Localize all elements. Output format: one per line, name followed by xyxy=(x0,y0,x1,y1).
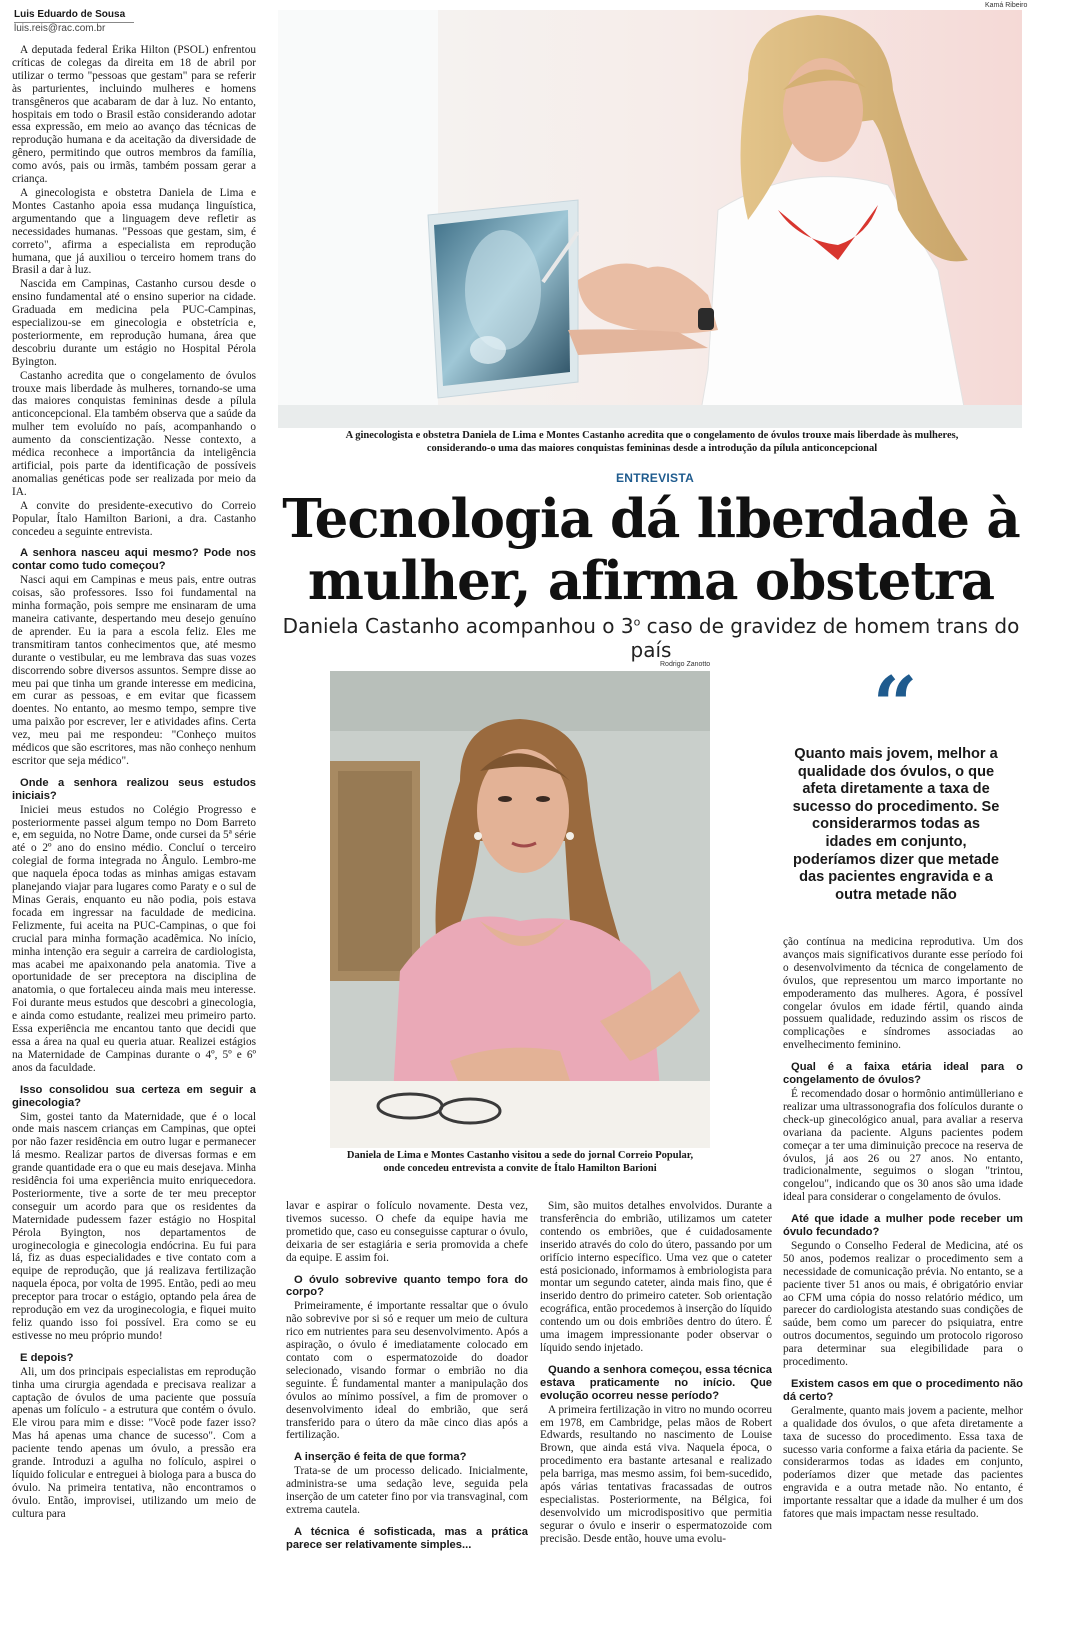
byline xyxy=(14,9,134,35)
interview-question: Quando a senhora começou, essa técnica estava praticamente no início. Que evolução ocorreu nesse período? xyxy=(540,1363,772,1402)
interview-question: Qual é a faixa etária ideal para o congelamento de óvulos? xyxy=(783,1061,1023,1087)
interview-question: E depois? xyxy=(20,1351,74,1364)
photo-doctor-xray-image xyxy=(278,10,1022,428)
article-column-1 xyxy=(12,44,256,1636)
article-column-4 xyxy=(783,936,1023,1636)
photo-credit-top: Kamá Ribeiro xyxy=(985,2,1028,9)
interview-question: A inserção é feita de que forma? xyxy=(294,1451,467,1464)
headline xyxy=(276,488,1026,612)
article-paragraph: Trata-se de um processo delicado. Inicialmente, administra-se uma sedação leve, seguida pela inserção de um cateter fino por via transvaginal, com extrema cautela. xyxy=(286,1465,528,1516)
article-paragraph: Nasci aqui em Campinas e meus pais, entre outras coisas, são professores. Isso foi fundamental na minha formação, pois sempre me ensinaram de uma maneira cativante, despertando meu desejo genuíno de aprender. Eu ia para a escola feliz. Eles me transmitiram tantos conhecimentos que, até mesmo durante o vestibular, eu me lembrava das suas vozes discorrendo sobre diversos assuntos. Sempre disse ao meu pai que tinha um grande interesse em medicina, em curar as pessoas, e em evitar que ficassem doentes. No entanto, ao mesmo tempo, sempre tive uma paixão por escrever, ler e atividades afins. Certa vez, meu pai me respondeu: "Conheço muitos médicos que são escritores, mas não conheço nenhum escritor que seja médico". xyxy=(12,574,256,767)
article-paragraph: Segundo o Conselho Federal de Medicina, até os 50 anos, podemos realizar o procedimento sem a necessidade de comunicação prévia. No entanto, se a paciente tiver 51 anos ou mais, é obrigatório enviar ao CFM uma cópia do nosso relatório médico, um parecer do cardiologista atestando suas condições de saúde, bem como um parecer do psiquiatra, entre outros documentos, seguindo um protocolo rigoroso para determinar sua elegibilidade para o procedimento. xyxy=(783,1239,1023,1369)
article-paragraph: É recomendado dosar o hormônio antimülleriano e realizar uma ultrassonografia dos folículos durante o check-up ginecológico anual, para avaliar a reserva ovariana da paciente. Alguns pacientes podem começar a ter uma diminuição precoce na reserva de óvulos, já aos 26 ou 27 anos. No entanto, tradicionalmente, seguimos o slogan "trintou, congelou", indicando que os 30 anos são uma idade ideal para considerar o congelamento de óvulos. xyxy=(783,1087,1023,1204)
photo-doctor-xray xyxy=(278,10,1022,428)
article-column-3 xyxy=(540,1200,772,1636)
article-paragraph: A deputada federal Érika Hilton (PSOL) enfrentou críticas de colegas da direita em 18 de abril por utilizar o termo "pessoas que gestam" para se referir às parturientes, incluindo mulheres e homens transgêneros que acabaram de dar à luz. No entanto, hospitais em todo o Brasil estão considerando adotar essa expressão, em meio ao avanço das técnicas de reprodução humana e da aceitação da diversidade de gênero, permitindo que outros membros da família, como avós, pais ou irmãs, também possam gerar a criança. xyxy=(12,44,256,186)
interview-question: O óvulo sobrevive quanto tempo fora do corpo? xyxy=(286,1273,528,1299)
article-paragraph: Sim, gostei tanto da Maternidade, que é o local onde mais nascem crianças em Campinas, que optei por não fazer residência em outro lugar e permanecer lá mesmo. Realizar partos de diversas formas e em grande quantidade era o que eu mais desejava. Minha residência foi uma experiência muito enriquecedora. Posteriormente, tive a sorte de ter meu preceptor conseguir um acordo para que os residentes da Maternidade pudessem fazer estágio no Hospital Pérola Byington, nos departamentos de uroginecologia e ginecologia endócrina. Eu fui para lá, fiz as duas especialidades e tive contato com a equipe de reprodução, que já realizava fertilização naquela época, por volta de 1995. Então, pedi ao meu preceptor para trocar o estágio, optando pela área de reprodução em vez da uroginecologia, e fiquei muito feliz quando isso foi possível. Era como se eu estivesse no meu próprio mundo! xyxy=(12,1110,256,1342)
author-name: Luis Eduardo de Sousa xyxy=(14,9,126,20)
photo-doctor-interview-image xyxy=(330,671,710,1148)
article-paragraph: A convite do presidente-executivo do Correio Popular, Ítalo Hamilton Barioni, a dra. Castanho concedeu a seguinte entrevista. xyxy=(12,499,256,538)
article-paragraph: ção contínua na medicina reprodutiva. Um dos avanços mais significativos durante esse período foi o desenvolvimento da técnica de congelamento de óvulos, que representou um marco importante no empoderamento das mulheres. Agora, é possível congelar óvulos em idade fértil, quando ainda possuem qualidade, reduzindo assim os riscos de complicações e síndromes associadas ao envelhecimento feminino. xyxy=(783,936,1023,1052)
interview-question: A técnica é sofisticada, mas a prática parece ser relativamente simples... xyxy=(286,1525,528,1551)
interview-question: Existem casos em que o procedimento não dá certo? xyxy=(783,1378,1023,1403)
interview-question: A senhora nasceu aqui mesmo? Pode nos contar como tudo começou? xyxy=(12,547,256,573)
quote-mark-icon: “ xyxy=(872,660,918,751)
photo-caption-mid: Daniela de Lima e Montes Castanho visitou a sede do jornal Correio Popular, onde concedeu entrevista a convite de Ítalo Hamilton Barioni xyxy=(346,1150,694,1174)
author-email[interactable]: luis.reis@rac.com.br xyxy=(14,22,134,35)
interview-question: Até que idade a mulher pode receber um óvulo fecundado? xyxy=(783,1213,1023,1239)
headline-line-1: Tecnologia dá liberdade à xyxy=(282,488,1020,550)
article-paragraph: Nascida em Campinas, Castanho cursou desde o ensino fundamental até o ensino superior na cidade. Graduada em medicina pela PUC-Campinas, especializou-se em ginecologia e obstetrícia e, posteriormente, em reprodução humana, área que descobriu durante um estágio no Hospital Pérola Byington. xyxy=(12,278,256,368)
article-paragraph: Primeiramente, é importante ressaltar que o óvulo não sobrevive por si só e requer um meio de cultura rico em nutrientes para seu desenvolvimento. Após a aspiração, o óvulo é imediatamente colocado em contato com o espermatozoide do doador selecionado, visando formar o embrião no dia seguinte. É fundamental manter a manipulação dos óvulos ao mínimo possível, a fim de promover o desenvolvimento ideal do embrião, que será transferido para o útero da mãe cinco dias após a fertilização. xyxy=(286,1300,528,1442)
section-kicker: ENTREVISTA xyxy=(615,471,695,485)
article-paragraph: A primeira fertilização in vitro no mundo ocorreu em 1978, em Cambridge, pelas mãos de Robert Edwards, resultando no nascimento de Louise Brown, que ainda está viva. Naquela época, o procedimento era bastante artesanal e realizado pela barriga, mas mesmo assim, foi bem-sucedido, após várias tentativas fracassadas de outros especialistas. Posteriormente, na Bélgica, foi desenvolvido um microdispositivo que permitia segurar o óvulo e inserir o espermatozoide com precisão. Desde então, houve uma evolu- xyxy=(540,1403,772,1545)
article-paragraph: Castanho acredita que o congelamento de óvulos trouxe mais liberdade às mulheres, tornando-se uma das maiores conquistas femininas desde a pílula anticoncepcional. Ela também observa que a saúde da mulher tem evoluído no país, acompanhando o aumento da conscientização. Nesse contexto, a médica reconhece a importância da inteligência artificial, pois parte da identificação de possíveis anomalias genéticas pode ser realizada por meio da IA. xyxy=(12,369,256,498)
photo-credit-mid: Rodrigo Zanotto xyxy=(660,661,711,668)
article-paragraph: Iniciei meus estudos no Colégio Progresso e posteriormente passei algum tempo no Dom Barreto e, em seguida, no Notre Dame, onde cursei da 5ª série até o 2º ano do ensino médio. Concluí o terceiro colegial de forma integrada no Ângulo. Lembro-me que naquela época todas as minhas amigas estavam planejando viajar para lugares como Paraty e o sul de Minas Gerais, enquanto eu não podia, pois estava focada em ingressar na faculdade de medicina. Felizmente, fui aceita na PUC-Campinas, o que foi crucial para minha formação acadêmica. No início, minha intenção era seguir a carreira de cardiologista, mas acabei me apaixonando pela anatomia. Tive a oportunidade de ser preceptora na disciplina de anatomia, o que fortaleceu ainda mais meu interesse. Foi durante meus estudos que descobri a ginecologia, e ainda como estudante, realizei meu primeiro parto. Essa experiência me encantou tanto que decidi que essa a área na qual eu queria atuar. Realizei estágios na Maternidade de Campinas durante o 4º, 5º e 6º anos da faculdade. xyxy=(12,803,256,1074)
photo-caption-top: A ginecologista e obstetra Daniela de Lima e Montes Castanho acredita que o congelamento de óvulos trouxe mais liberdade às mulheres, considerando-o uma das maiores conquistas femininas desde a introdução da pílula anticoncepcional xyxy=(345,430,959,454)
interview-question: Onde a senhora realizou seus estudos iniciais? xyxy=(12,776,256,802)
article-paragraph: Sim, são muitos detalhes envolvidos. Durante a transferência do embrião, utilizamos um cateter contendo os embriões, que é cuidadosamente inserido através do colo do útero, passando por um orifício interno específico. Uma vez que o cateter está posicionado, informamos à embriologista para montar um segundo cateter, ainda mais fino, que é inserido dentro do primeiro cateter. Sob orientação ecográfica, então procedemos à inserção do líquido contendo um ou dois embriões dentro do útero. É uma imagem impressionante poder observar o líquido sendo injetado. xyxy=(540,1200,772,1354)
article-paragraph: Geralmente, quanto mais jovem a paciente, melhor a qualidade dos óvulos, o que afeta diretamente a taxa de sucesso do procedimento. Essa taxa de sucesso varia conforme a faixa etária da paciente. Se considerarmos todas as idades em conjunto, poderíamos dizer que metade das pacientes engravida e a outra metade não. No entanto, é importante ressaltar que a idade da mulher é um dos fatores que mais impactam nesse resultado. xyxy=(783,1404,1023,1521)
headline-line-2: mulher, afirma obstetra xyxy=(307,550,995,612)
article-paragraph: Ali, um dos principais especialistas em reprodução tinha uma cirurgia agendada e precisava realizar a captação de óvulos de uma paciente que possuía apenas um folículo - a estrutura que contém o óvulo. Ele virou para mim e disse: "Você pode fazer isso? Mas há apenas uma chance de sucesso". Com a paciente tendo apenas um óvulo, a pressão era grande. Introduzi a agulha no folículo, aspirei o líquido folicular e entreguei à biologa para a busca do óvulo. Na primeira tentativa, não encontramos o óvulo. Então, improvisei, utilizando um meio de cultura para xyxy=(12,1365,256,1520)
pull-quote: Quanto mais jovem, melhor a qualidade dos óvulos, o que afeta diretamente a taxa de sucesso do procedimento. Se considerarmos todas as idades em conjunto, poderíamos dizer que metade das pacientes engravida e a outra metade não xyxy=(792,746,1000,903)
interview-question: Isso consolidou sua certeza em seguir a ginecologia? xyxy=(12,1083,256,1109)
article-paragraph: A ginecologista e obstetra Daniela de Lima e Montes Castanho apoia essa mudança linguística, argumentando que a linguagem deve refletir as necessidades humanas. "Pessoas que gestam, sim, é correto", afirma a especialista em reprodução humana, que já auxiliou o terceiro homem trans do Brasil a dar à luz. xyxy=(12,186,256,277)
subheadline: Daniela Castanho acompanhou o 3$^o$ caso de gravidez de homem trans do país xyxy=(282,614,1020,662)
article-column-2 xyxy=(286,1200,528,1636)
article-paragraph: lavar e aspirar o folículo novamente. Desta vez, tivemos sucesso. O chefe da equipe havia me prometido que, caso eu conseguisse capturar o óvulo, deixaria de ser estagiária e seria promovida a chefe da equipe. E assim foi. xyxy=(286,1200,528,1264)
photo-doctor-interview xyxy=(330,671,710,1148)
